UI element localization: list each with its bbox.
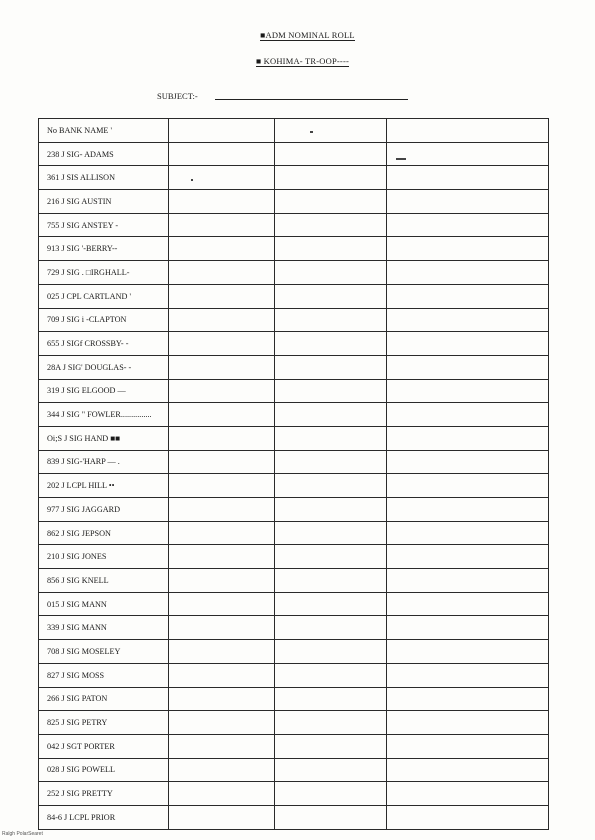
row-name-cell: 755 J SIG ANSTEY - [39,213,169,237]
row-name-cell: 339 J SIG MANN [39,616,169,640]
blank-cell [275,261,387,285]
blank-cell [275,616,387,640]
blank-cell [387,308,549,332]
scanner-note: Ralgh PolarSearet [2,831,43,837]
blank-cell [387,640,549,664]
blank-cell [169,616,275,640]
blank-cell [169,569,275,593]
table-row [39,426,549,450]
table-row [39,166,549,190]
table-row [39,734,549,758]
table-row [39,237,549,261]
blank-cell [387,592,549,616]
table-row [39,379,549,403]
blank-cell [387,379,549,403]
row-name-cell: 28A J SIG' DOUGLAS- - [39,355,169,379]
table-row [39,498,549,522]
table-row [39,592,549,616]
blank-cell [275,711,387,735]
scan-speck [310,131,313,133]
row-name-cell: 862 J SIG JEPSON [39,521,169,545]
subject-label: SUBJECT:- [157,91,198,101]
blank-cell [275,545,387,569]
nominal-roll-body [39,119,549,830]
blank-cell [387,332,549,356]
blank-cell [169,166,275,190]
blank-cell [387,782,549,806]
blank-cell [387,663,549,687]
blank-cell [275,663,387,687]
table-row [39,805,549,829]
blank-cell [169,308,275,332]
blank-cell [169,213,275,237]
blank-cell [275,119,387,143]
blank-cell [275,332,387,356]
blank-cell [169,332,275,356]
blank-cell [387,758,549,782]
table-row [39,640,549,664]
table-row [39,521,549,545]
blank-cell [387,498,549,522]
table-row [39,190,549,214]
blank-cell [169,190,275,214]
table-row [39,403,549,427]
table-row [39,687,549,711]
row-name-cell: 252 J SIG PRETTY [39,782,169,806]
blank-cell [387,355,549,379]
blank-cell [275,498,387,522]
blank-cell [387,426,549,450]
row-name-cell: 708 J SIG MOSELEY [39,640,169,664]
row-name-cell: 825 J SIG PETRY [39,711,169,735]
blank-cell [275,166,387,190]
blank-cell [275,426,387,450]
row-name-cell: 977 J SIG JAGGARD [39,498,169,522]
table-row [39,663,549,687]
table-row [39,284,549,308]
blank-cell [387,687,549,711]
table-row [39,142,549,166]
row-name-cell: 319 J SIG ELGOOD — [39,379,169,403]
blank-cell [169,498,275,522]
blank-cell [275,190,387,214]
table-row [39,569,549,593]
blank-cell [169,142,275,166]
blank-cell [387,119,549,143]
blank-cell [387,545,549,569]
blank-cell [387,450,549,474]
blank-cell [275,379,387,403]
row-name-cell: 216 J SIG AUSTIN [39,190,169,214]
blank-cell [169,261,275,285]
blank-cell [169,426,275,450]
table-row [39,213,549,237]
blank-cell [387,142,549,166]
row-name-cell: 202 J LCPL HILL •• [39,474,169,498]
blank-cell [387,261,549,285]
row-name-cell: 729 J SIG . □IRGHALL- [39,261,169,285]
blank-cell [169,119,275,143]
row-name-cell: 042 J SGT PORTER [39,734,169,758]
table-row [39,355,549,379]
row-name-cell: 238 J SIG- ADAMS [39,142,169,166]
blank-cell [169,379,275,403]
blank-cell [275,569,387,593]
table-row [39,474,549,498]
row-name-cell: 84-6 J LCPL PRIOR [39,805,169,829]
blank-cell [169,663,275,687]
table-header-row [39,119,549,143]
blank-cell [169,711,275,735]
blank-cell [275,592,387,616]
blank-cell [387,284,549,308]
blank-cell [275,687,387,711]
blank-cell [275,474,387,498]
subject-underline [215,99,408,100]
blank-cell [275,640,387,664]
blank-cell [275,284,387,308]
blank-cell [387,166,549,190]
row-name-cell: 344 J SIG " FOWLER............... [39,403,169,427]
blank-cell [275,734,387,758]
row-name-cell: 266 J SIG PATON [39,687,169,711]
table-row [39,261,549,285]
blank-cell [387,805,549,829]
blank-cell [169,545,275,569]
blank-cell [169,640,275,664]
blank-cell [387,474,549,498]
document-subtitle-text: ■ KOHIMA- TR-OOP---- [255,56,350,66]
table-row [39,332,549,356]
blank-cell [387,616,549,640]
nominal-roll-table [38,118,549,830]
blank-cell [275,142,387,166]
table-row [39,711,549,735]
blank-cell [275,308,387,332]
blank-cell [387,521,549,545]
row-name-cell: 839 J SIG-'HARP — . [39,450,169,474]
table-row [39,758,549,782]
blank-cell [169,758,275,782]
blank-cell [169,687,275,711]
blank-cell [387,213,549,237]
row-name-cell: Oi;S J SIG HAND ■■ [39,426,169,450]
table-row [39,308,549,332]
table-row [39,782,549,806]
row-name-cell: 913 J SIG '-BERRY-- [39,237,169,261]
blank-cell [275,403,387,427]
blank-cell [169,403,275,427]
row-name-cell: 856 J SIG KNELL [39,569,169,593]
blank-cell [169,734,275,758]
row-name-cell: 827 J SIG MOSS [39,663,169,687]
blank-cell [387,711,549,735]
blank-cell [275,521,387,545]
blank-cell [387,237,549,261]
blank-cell [169,450,275,474]
blank-cell [169,521,275,545]
blank-cell [169,237,275,261]
table-row [39,450,549,474]
row-name-cell: 028 J SIG POWELL [39,758,169,782]
blank-cell [169,355,275,379]
blank-cell [275,758,387,782]
blank-cell [275,782,387,806]
blank-cell [387,403,549,427]
blank-cell [169,805,275,829]
scan-speck [396,158,406,160]
blank-cell [275,450,387,474]
blank-cell [387,569,549,593]
blank-cell [169,592,275,616]
blank-cell [275,805,387,829]
blank-cell [169,782,275,806]
scan-speck [191,179,193,181]
row-name-cell: 709 J SIG i -CLAPTON [39,308,169,332]
table-row [39,616,549,640]
document-title [10,30,595,40]
row-name-cell: 015 J SIG MANN [39,592,169,616]
blank-cell [275,355,387,379]
blank-cell [169,284,275,308]
blank-cell [169,474,275,498]
row-name-cell: 210 J SIG JONES [39,545,169,569]
row-name-cell: 025 J CPL CARTLAND ' [39,284,169,308]
blank-cell [387,190,549,214]
row-name-cell: 655 J SIGf CROSSBY- - [39,332,169,356]
document-title-text: ■ADM NOMINAL ROLL [260,30,355,40]
blank-cell [275,237,387,261]
header-cell-name: No BANK NAME ' [39,119,169,143]
table-row [39,545,549,569]
blank-cell [275,213,387,237]
row-name-cell: 361 J SIS ALLISON [39,166,169,190]
blank-cell [387,734,549,758]
document-subtitle [5,56,595,66]
